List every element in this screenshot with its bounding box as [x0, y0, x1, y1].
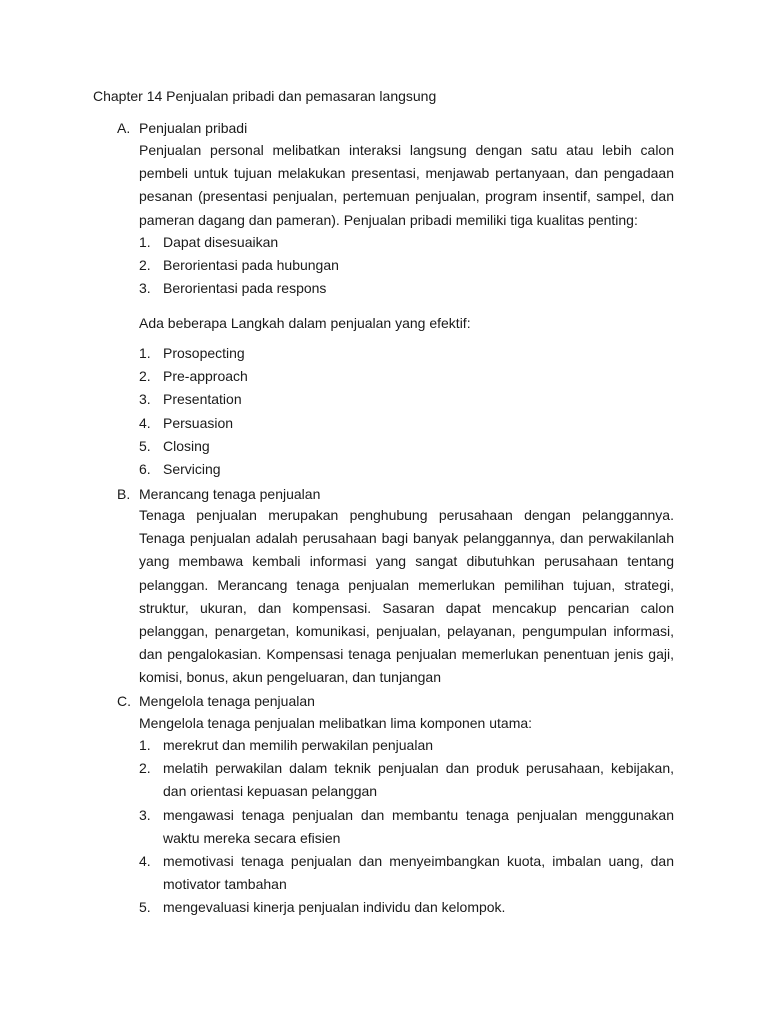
section-c-heading: Mengelola tenaga penjualan — [139, 693, 315, 709]
list-text: mengawasi tenaga penjualan dan membantu tenaga penjualan menggunakan waktu mereka secara efisien — [163, 806, 674, 846]
qualities-list — [139, 231, 674, 301]
list-text: Berorientasi pada respons — [163, 280, 327, 297]
components-list — [139, 734, 674, 920]
list-item — [139, 342, 674, 365]
list-number: 6. — [139, 461, 151, 478]
section-b-paragraph: Tenaga penjualan merupakan penghubung perusahaan dengan pelanggannya. Tenaga penjualan adalah perusahaan bagi banyak pelanggannya, dan perwakilanlah yang membawa kembali informasi yang sangat dibutuhkan perusahaan tentang pelanggan. Merancang tenaga penjualan memerlukan pemilihan tujuan, strategi, struktur, ukuran, dan kompensasi. Sasaran dapat mencakup pencarian calon pelanggan, penargetan, komunikasi, penjualan, pelayanan, pengumpulan informasi, dan pengalokasian. Kompensasi tenaga penjualan memerlukan penentuan jenis gaji, komisi, bonus, akun pengeluaran, dan tunjangan — [139, 507, 674, 686]
list-item — [139, 850, 674, 896]
list-number: 3. — [139, 806, 151, 823]
list-text: Dapat disesuaikan — [163, 234, 279, 250]
list-number: 3. — [139, 280, 151, 297]
list-item — [139, 896, 674, 919]
section-a-paragraph: Penjualan personal melibatkan interaksi langsung dengan satu atau lebih calon pembeli untuk tujuan melakukan presentasi, menjawab pertanyaan, dan pengadaan pesanan (presentasi penjualan, pertemuan penjualan, program insentif, sampel, dan pameran dagang dan pameran). Penjualan pribadi memiliki tiga kualitas penting: — [139, 142, 674, 228]
steps-list — [139, 342, 674, 481]
list-text: Persuasion — [163, 414, 234, 431]
section-a-letter: A. — [117, 120, 131, 136]
list-number: 2. — [139, 257, 151, 274]
list-item — [139, 365, 674, 388]
list-item — [139, 458, 674, 481]
list-text: Presentation — [163, 391, 242, 408]
list-text: melatih perwakilan dalam teknik penjualan dan produk perusahaan, kebijakan, dan orientasi kepuasan pelanggan — [163, 760, 674, 800]
steps-intro: Ada beberapa Langkah dalam penjualan yang efektif: — [139, 315, 471, 331]
list-number: 1. — [139, 234, 151, 250]
list-number: 2. — [139, 368, 151, 385]
list-number: 2. — [139, 760, 151, 777]
list-number: 4. — [139, 853, 151, 870]
list-text: memotivasi tenaga penjualan dan menyeimbangkan kuota, imbalan uang, dan motivator tambahan — [163, 853, 674, 893]
section-a-heading: Penjualan pribadi — [139, 120, 248, 136]
list-item — [139, 757, 674, 803]
list-text: Prosopecting — [163, 345, 245, 361]
section-b-letter: B. — [117, 486, 131, 502]
list-item — [139, 254, 674, 277]
section-b-heading: Merancang tenaga penjualan — [139, 486, 321, 502]
list-number: 5. — [139, 899, 151, 916]
list-number: 1. — [139, 737, 151, 753]
list-item — [139, 734, 674, 757]
list-text: merekrut dan memilih perwakilan penjualan — [163, 737, 434, 753]
list-number: 1. — [139, 345, 151, 361]
list-text: mengevaluasi kinerja penjualan individu dan kelompok. — [163, 899, 506, 916]
list-item — [139, 277, 674, 300]
list-text: Closing — [163, 437, 210, 454]
list-item — [139, 412, 674, 435]
list-text: Berorientasi pada hubungan — [163, 257, 339, 274]
document-title: Chapter 14 Penjualan pribadi dan pemasaran langsung — [93, 88, 437, 104]
list-item — [139, 804, 674, 850]
list-item — [139, 388, 674, 411]
list-text: Servicing — [163, 461, 221, 478]
list-number: 5. — [139, 437, 151, 454]
list-item — [139, 231, 674, 254]
list-number: 3. — [139, 391, 151, 408]
list-text: Pre-approach — [163, 368, 248, 385]
list-number: 4. — [139, 414, 151, 431]
list-item — [139, 435, 674, 458]
section-c-letter: C. — [117, 693, 131, 709]
section-c-intro: Mengelola tenaga penjualan melibatkan lima komponen utama: — [139, 715, 533, 731]
